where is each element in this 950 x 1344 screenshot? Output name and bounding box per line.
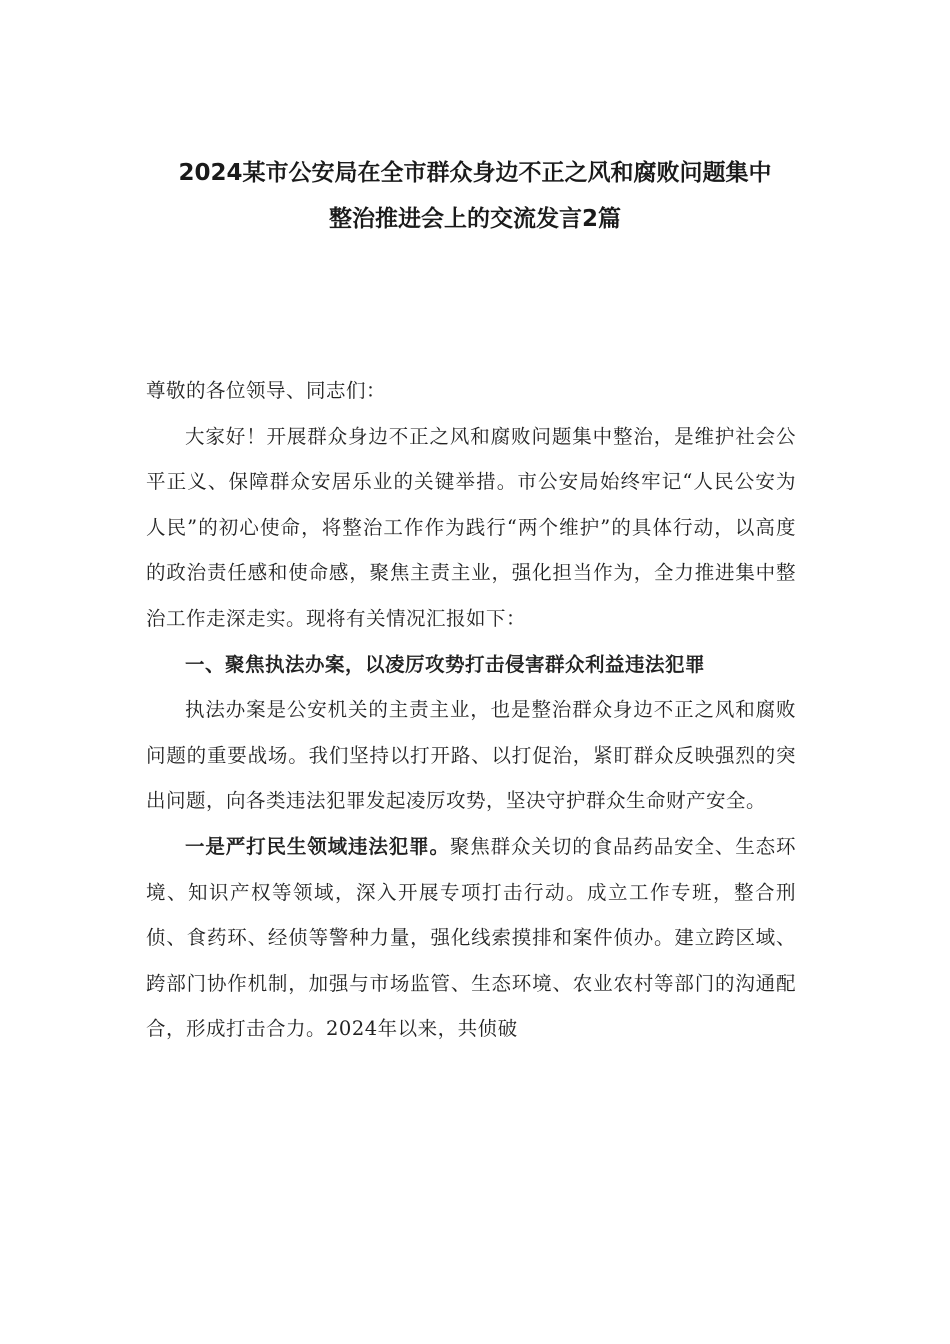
section-1-heading: 一、聚焦执法办案，以凌厉攻势打击侵害群众利益违法犯罪	[185, 652, 706, 676]
document-body	[146, 368, 796, 1052]
title-line-1: 2024某市公安局在全市群众身边不正之风和腐败问题集中	[178, 160, 772, 186]
document-title	[120, 150, 830, 242]
item-1-lead: 一是严打民生领域违法犯罪。	[185, 834, 450, 858]
item-1-text: 聚焦群众关切的食品药品安全、生态环境、知识产权等领域，深入开展专项打击行动。成立工作专班，整合刑侦、食药环、经侦等警种力量，强化线索摸排和案件侦办。建立跨区域、跨部门协作机制，加强与市场监管、生态环境、农业农村等部门的沟通配合，形成打击合力。2024年以来，共侦破	[146, 834, 796, 1041]
section-1-paragraph: 执法办案是公安机关的主责主业，也是整治群众身边不正之风和腐败问题的重要战场。我们坚持以打开路、以打促治，紧盯群众反映强烈的突出问题，向各类违法犯罪发起凌厉攻势，坚决守护群众生命财产安全。	[146, 698, 796, 813]
salutation: 尊敬的各位领导、同志们：	[146, 379, 387, 402]
title-line-2: 整治推进会上的交流发言2篇	[328, 206, 621, 232]
intro-paragraph: 大家好！开展群众身边不正之风和腐败问题集中整治，是维护社会公平正义、保障群众安居乐业的关键举措。市公安局始终牢记“人民公安为人民”的初心使命，将整治工作作为践行“两个维护”的具体行动，以高度的政治责任感和使命感，聚焦主责主业，强化担当作为，全力推进集中整治工作走深走实。现将有关情况汇报如下：	[146, 424, 796, 630]
item-1-paragraph	[146, 824, 796, 1052]
